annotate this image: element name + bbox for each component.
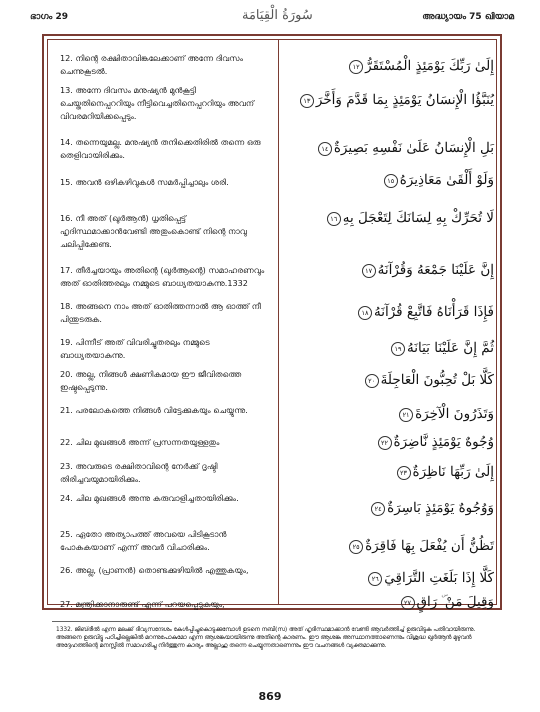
translation-verse-20: 20. അല്ല, നിങ്ങൾ ക്ഷണികമായ ഈ ജീവിതത്തെ ഇഷ്ടപ്പെടുന്നു. xyxy=(60,369,242,392)
verse-number-marker: ١٩ xyxy=(391,342,405,356)
arabic-verse-12 xyxy=(284,58,494,74)
arabic-verse-19 xyxy=(284,340,494,356)
verse-number-marker: ١٤ xyxy=(318,142,332,156)
arabic-verse-13 xyxy=(284,92,494,108)
arabic-verse-23 xyxy=(284,464,494,480)
verse-number-marker: ٢١ xyxy=(399,408,413,422)
verse-number-marker: ٢٢ xyxy=(378,436,392,450)
arabic-text: بَلِ الْإِنسَانُ عَلَىٰ نَفْسِهِ بَصِيرَةٌ xyxy=(333,140,494,156)
arabic-text: لَا تُحَرِّكْ بِهِ لِسَانَكَ لِتَعْجَلَ بِهِ xyxy=(342,210,494,226)
translation-verse-12: 12. നിന്റെ രക്ഷിതാവിങ്കലേക്കാണ് അന്നേ ദിവസം ചെന്നുകൂടൽ. xyxy=(60,53,244,76)
arabic-verse-18 xyxy=(284,304,494,320)
translation-verse-17: 17. തീർച്ചയായും അതിന്റെ (ഖുർആന്റെ) സമാഹരണവും അത് ഓതിത്തരലും നമ്മുടെ ബാധ്യതയാകുന്നു.1332 xyxy=(60,265,265,288)
translation-verse-21: 21. പരലോകത്തെ നിങ്ങൾ വിട്ടേക്കുകയും ചെയ്യുന്നു. xyxy=(60,405,248,415)
translation-verse-14: 14. തന്നെയുമല്ല. മനുഷ്യൻ തനിക്കെതിരിൽ തന്നെ ഒരു തെളിവായിരിക്കും. xyxy=(60,137,261,160)
verse-number-marker: ٢٣ xyxy=(397,466,411,480)
arabic-text: فَإِذَا قَرَأْنَاهُ فَاتَّبِعْ قُرْآنَهُ xyxy=(373,304,494,320)
verse-number-marker: ٢٤ xyxy=(371,502,385,516)
arabic-verse-22 xyxy=(284,434,494,450)
translation-verse-22: 22. ചില മുഖങ്ങൾ അന്ന് പ്രസന്നതയുള്ളതും xyxy=(60,437,220,447)
translation-verse-19: 19. പിന്നീട് അത് വിവരിച്ചുതരലും നമ്മുടെ ബാധ്യതയാകുന്നു. xyxy=(60,337,210,360)
surah-title: سُورَةُ الْقِيَامَة xyxy=(242,8,313,23)
part-label: ഭാഗം 29 xyxy=(30,12,68,22)
arabic-verse-25 xyxy=(284,538,494,554)
translation-verse-16: 16. നീ അത് (ഖുർആൻ) ധൃതിപ്പെട്ട് ഹൃദിസ്ഥമാക്കാൻവേണ്ടി അതുംകൊണ്ട് നിന്റെ നാവു ചലിപ്പിക്കേണ്ട. xyxy=(60,213,247,249)
arabic-verse-26 xyxy=(284,570,494,586)
arabic-text: يُنَبَّؤُا الْإِنسَانُ يَوْمَئِذٍ بِمَا قَدَّمَ وَأَخَّرَ xyxy=(315,92,494,108)
arabic-text: وَوُجُوهٌ يَوْمَئِذٍ بَاسِرَةٌ xyxy=(387,500,494,516)
translation-verse-13: 13. അന്നേ ദിവസം മനുഷ്യൻ മുൻകൂട്ടി ചെയ്തതിനെപ്പററിയും നീട്ടിവെച്ചതിനെപ്പററിയും അവന് വിവരമറിയിക്കപ്പെടും. xyxy=(60,85,255,121)
page-header xyxy=(30,8,514,28)
arabic-verse-20 xyxy=(284,372,494,388)
translation-verse-26: 26. അല്ല, (പ്രാണൻ) തൊണ്ടക്കുഴിയിൽ എത്തുകയും, xyxy=(60,565,249,575)
translation-verse-25: 25. ഏതോ അത്യാപത്ത് അവയെ പിടികൂടാൻ പോകുകയാണ് എന്ന് അവർ വിചാരിക്കും. xyxy=(60,529,227,552)
arabic-text: إِلَىٰ رَبِّكَ يَوْمَئِذٍ الْمُسْتَقَرُّ xyxy=(365,58,494,74)
footnote-rule xyxy=(52,621,172,622)
arabic-text: تَظُنُّ أَن يُفْعَلَ بِهَا فَاقِرَةٌ xyxy=(365,538,494,554)
verse-number-marker: ٢٧ xyxy=(401,596,415,610)
arabic-text: وَقِيلَ مَنْ ۜ رَاقٍ xyxy=(416,594,494,610)
arabic-text: كَلَّا بَلْ تُحِبُّونَ الْعَاجِلَةَ xyxy=(380,372,494,388)
translation-verse-23: 23. അവരുടെ രക്ഷിതാവിന്റെ നേർക്ക് ദൃഷ്ടി തിരിച്ചവയുമായിരിക്കും. xyxy=(60,461,218,484)
verse-number-marker: ١٥ xyxy=(384,174,398,188)
arabic-text: وَلَوْ أَلْقَىٰ مَعَاذِيرَهُ xyxy=(399,172,494,188)
verse-number-marker: ٢٠ xyxy=(365,374,379,388)
verse-number-marker: ١٣ xyxy=(300,94,314,108)
verse-number-marker: ١٨ xyxy=(358,306,372,320)
translation-verse-27: 27. മന്ത്രിക്കാനാരുണ്ട് എന്ന് പറയപ്പെടുകയും, xyxy=(60,599,225,609)
arabic-verse-16 xyxy=(284,210,494,226)
arabic-text: كَلَّا إِذَا بَلَغَتِ التَّرَاقِيَ xyxy=(384,570,494,586)
arabic-verse-27 xyxy=(284,594,494,610)
arabic-text: إِلَىٰ رَبِّهَا نَاظِرَةٌ xyxy=(412,464,494,480)
arabic-text: وَتَذَرُونَ الْآخِرَةَ xyxy=(415,406,494,422)
arabic-verse-24 xyxy=(284,500,494,516)
verse-number-marker: ١٦ xyxy=(327,212,341,226)
arabic-verse-21 xyxy=(284,406,494,422)
translation-verse-18: 18. അങ്ങനെ നാം അത് ഓതിത്തന്നാൽ ആ ഓത്ത് നീ പിന്തുടരുക. xyxy=(60,301,261,324)
footnote: 1332. ജിബ്‌രീൽ എന്ന മലക്ക് ദിവ്യസന്ദേശം കേൾപ്പിച്ചുകൊടുക്കുമ്പോൾ ഉടനെ നബി(സ) അത് ഹൃദിസ്ഥമാക്കാൻ വേണ്ടി ആവർത്തിച്ച് ഉരുവിടുക പതിവായിരുന്നു. അങ്ങനെ ഉരുവിട്ടു പഠിച്ചില്ലെങ്കിൽ മറന്നുപോകുമോ എന്ന ആശങ്കയായിരുന്നു അതിന്റെ കാരണം. ഈ ആശങ്ക അസ്ഥാനത്താണെന്നും വിശുദ്ധ ഖുർആൻ മുഴുവൻ അദ്ദേഹത്തിന്റെ മനസ്സിൽ സമാഹരിച്ചു നിർത്തുന്ന കാര്യം അല്ലാഹു തന്നെ ചെയ്യുന്നതാണെന്നും ഈ വചനങ്ങൾ വ്യക്തമാക്കുന്നു. xyxy=(56,627,476,649)
column-divider xyxy=(278,40,279,604)
arabic-verse-17 xyxy=(284,262,494,278)
verse-number-marker: ١٧ xyxy=(362,264,376,278)
arabic-verse-15 xyxy=(284,172,494,188)
translation-verse-24: 24. ചില മുഖങ്ങൾ അന്നു കരുവാളിച്ചതായിരിക്കും. xyxy=(60,493,239,503)
verse-number-marker: ٢٦ xyxy=(368,572,382,586)
chapter-label: അദ്ധ്യായം 75 ഖിയാമ xyxy=(422,12,514,22)
arabic-text: وُجُوهٌ يَوْمَئِذٍ نَّاضِرَةٌ xyxy=(393,434,494,450)
arabic-text: ثُمَّ إِنَّ عَلَيْنَا بَيَانَهُ xyxy=(406,340,494,356)
verse-number-marker: ١٢ xyxy=(349,60,363,74)
arabic-text: إِنَّ عَلَيْنَا جَمْعَهُ وَقُرْآنَهُ xyxy=(377,262,494,278)
translation-verse-15: 15. അവൻ ഒഴികഴിവുകൾ സമർപ്പിച്ചാലും ശരി. xyxy=(60,177,229,187)
verse-number-marker: ٢٥ xyxy=(349,540,363,554)
page-number: 869 xyxy=(258,690,282,703)
arabic-verse-14 xyxy=(284,140,494,156)
